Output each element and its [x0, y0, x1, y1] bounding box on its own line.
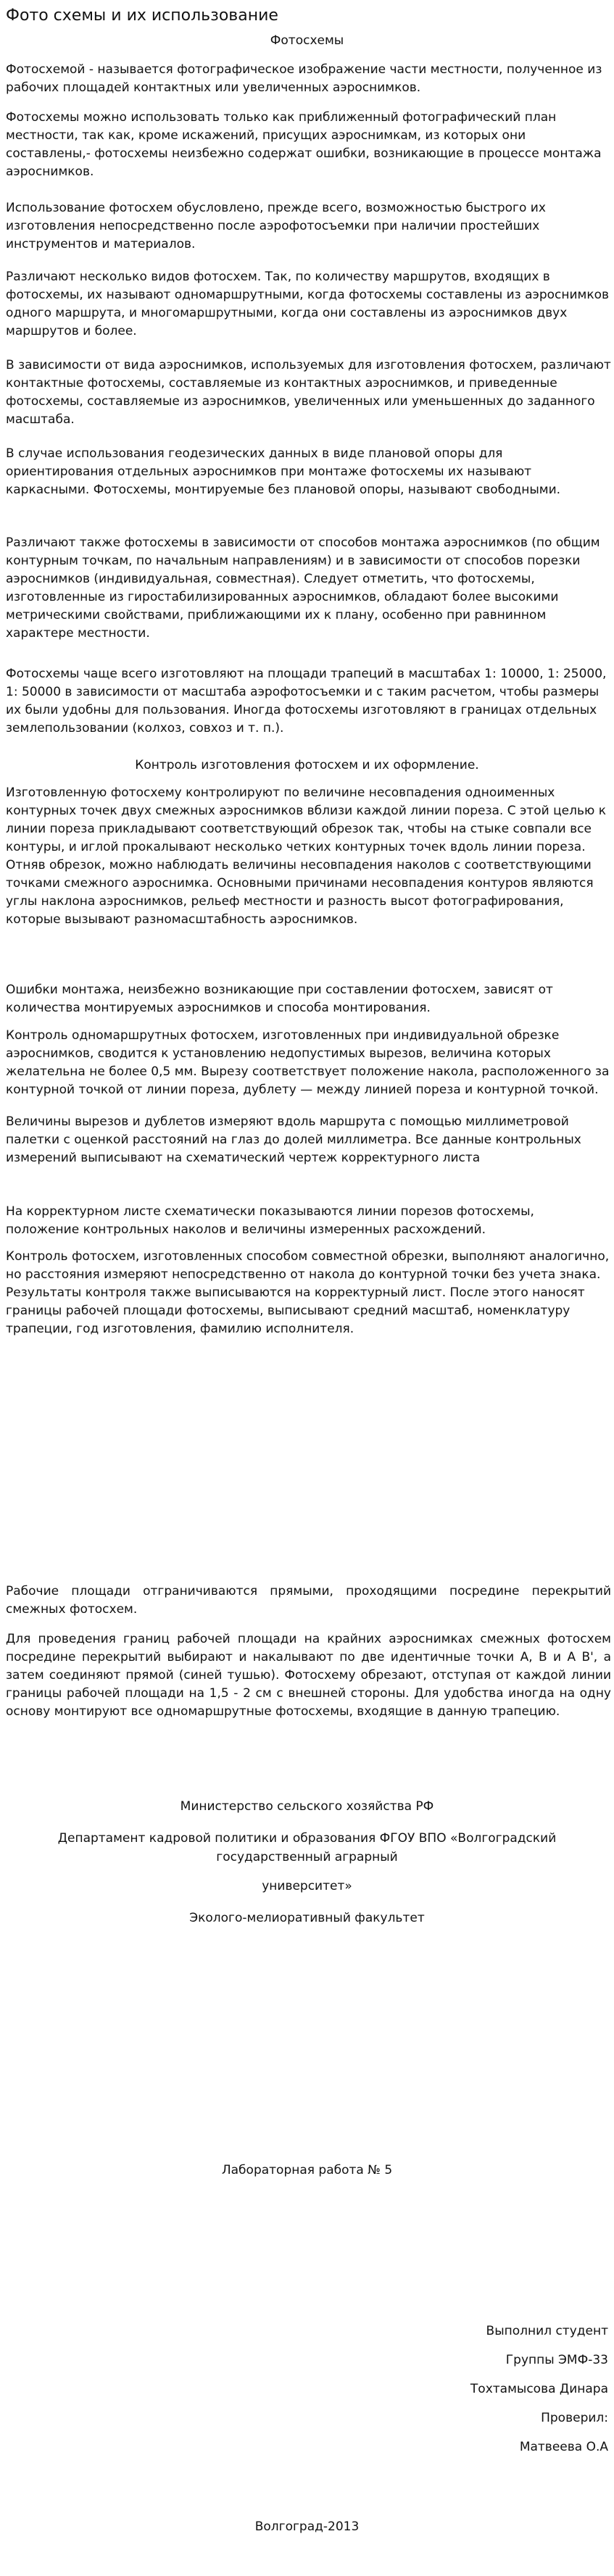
document-title: Фото схемы и их использование [6, 7, 278, 25]
performed-by-label: Выполнил студент [486, 2324, 608, 2338]
paragraph: Различают также фотосхемы в зависимости от способов монтажа аэроснимков (по общим контурным точкам, по начальным направлениям) и в зависимости от способов порезки аэроснимков (индивидуальная, совместная). Следует отметить, что фотосхемы, изготовленные из гиростабилизированных аэроснимков, обладают более высокими метрическими свойствами, приближающими их к плану, особенно при равнинном характере местности. [6, 535, 600, 641]
paragraph: Контроль одномаршрутных фотосхем, изготовленных при индивидуальной обрезке аэроснимков, сводится к установлению недопустимых вырезов, величина которых желательна не более 0,5 мм. Вырезу соответствует положение накола, расположенного за контурной точкой от линии пореза, дублету — между линией пореза и контурной точкой. [6, 1028, 610, 1097]
checked-by-label: Проверил: [541, 2411, 608, 2425]
paragraph: В зависимости от вида аэроснимков, используемых для изготовления фотосхем, различают контактные фотосхемы, составляемые из контактных аэроснимков, и приведенные фотосхемы, составляемые из аэроснимков, увеличенных или уменьшенных до заданного масштаба. [6, 358, 611, 427]
student-name: Тохтамысова Динара [470, 2382, 608, 2396]
paragraph: Фотосхемы можно использовать только как приближенный фотографический план местности, так как, кроме искажений, присущих аэроснимкам, из которых они составлены,- фотосхемы неизбежно содержат ошибки, возникающие в процессе монтажа аэроснимков. [6, 110, 602, 179]
city-year: Волгоград-2013 [254, 2519, 360, 2534]
cover-department: Департамент кадровой политики и образования ФГОУ ВПО «Волгоградский [57, 1831, 557, 1846]
document-subtitle: Фотосхемы [270, 33, 344, 48]
paragraph: Фотосхемой - называется фотографическое изображение части местности, полученное из рабочих площадей контактных или увеличенных аэроснимков. [6, 62, 602, 95]
paragraph: Контроль фотосхем, изготовленных способом совместной обрезки, выполняют аналогично, но расстояния измеряют непосредственно от накола до контурной точки без учета знака. Результаты контроля также выписываются на корректурный лист. После этого наносят границы рабочей площади фотосхемы, выписывают средний масштаб, номенклатуру трапеции, год изготовления, фамилию исполнителя. [6, 1249, 610, 1336]
paragraph: Ошибки монтажа, неизбежно возникающие при составлении фотосхем, зависят от количества монтируемых аэроснимков и способа монтирования. [6, 983, 553, 1015]
paragraph: Величины вырезов и дублетов измеряют вдоль маршрута с помощью миллиметровой палетки с оценкой расстояний на глаз до долей миллиметра. Все данные контрольных измерений выписывают на схематический чертеж корректурного листа [6, 1114, 581, 1165]
paragraph: На корректурном листе схематически показываются линии порезов фотосхемы, положение контрольных наколов и величины измеренных расхождений. [6, 1204, 534, 1237]
section-heading: Контроль изготовления фотосхем и их оформление. [135, 758, 479, 772]
paragraph: Различают несколько видов фотосхем. Так, по количеству маршрутов, входящих в фотосхемы, их называют одномаршрутными, когда фотосхемы составлены из аэроснимков одного маршрута, и многомаршрутными, когда они составлены из аэроснимков двух маршрутов и более. [6, 270, 610, 338]
paragraph: Для проведения границ рабочей площади на крайних аэроснимках смежных фотосхем посредине перекрытий выбирают и накалывают по две идентичные точки А, В и А В', а затем соединяют прямой (синей тушью). Фотосхему обрезают, отступая от каждой линии границы рабочей площади на 1,5 - 2 см с внешней стороны. Для удобства иногда на одну основу монтируют все одномаршрутные фотосхемы, входящие в данную трапецию. [6, 1632, 611, 1719]
cover-faculty: Эколого-мелиоративный факультет [189, 1911, 425, 1925]
work-title: Лабораторная работа № 5 [221, 2163, 393, 2177]
paragraph: Фотосхемы чаще всего изготовляют на площади трапеций в масштабах 1: 10000, 1: 25000, 1: 50000 в зависимости от масштаба аэрофотосъемки и с таким расчетом, чтобы размеры их были удобны для пользования. Иногда фотосхемы изготовляют в границах отдельных землепользовании (колхоз, совхоз и т. п.). [6, 667, 607, 735]
paragraph: Рабочие площади отграничиваются прямыми, проходящими посредине перекрытий смежных фотосхем. [6, 1584, 611, 1617]
cover-department: государственный аграрный [216, 1850, 398, 1864]
teacher-name: Матвеева О.А [519, 2440, 608, 2454]
paragraph: Изготовленную фотосхему контролируют по величине несовпадения одноименных контурных точек двух смежных аэроснимков вблизи каждой линии пореза. С этой целью к линии пореза прикладывают соответствующий обрезок так, чтобы на стыке совпали все контуры, и иглой прокалывают несколько четких контурных точек вдоль линии пореза. Отняв обрезок, можно наблюдать величины несовпадения наколов с соответствующими точками смежного аэроснимка. Основными причинами несовпадения контуров являются углы наклона аэроснимков, рельеф местности и разность высот фотографирования, которые вызывают разномасштабность аэроснимков. [6, 785, 606, 927]
paragraph: Использование фотосхем обусловлено, прежде всего, возможностью быстрого их изготовления непосредственно после аэрофотосъемки при наличии простейших инструментов и материалов. [6, 201, 546, 251]
paragraph: В случае использования геодезических данных в виде плановой опоры для ориентирования отдельных аэроснимков при монтаже фотосхемы их называют каркасными. Фотосхемы, монтируемые без плановой опоры, называют свободными. [6, 446, 561, 497]
cover-university: университет» [262, 1879, 352, 1893]
cover-ministry: Министерство сельского хозяйства РФ [180, 1799, 434, 1814]
student-group: Группы ЭМФ-33 [505, 2353, 608, 2367]
